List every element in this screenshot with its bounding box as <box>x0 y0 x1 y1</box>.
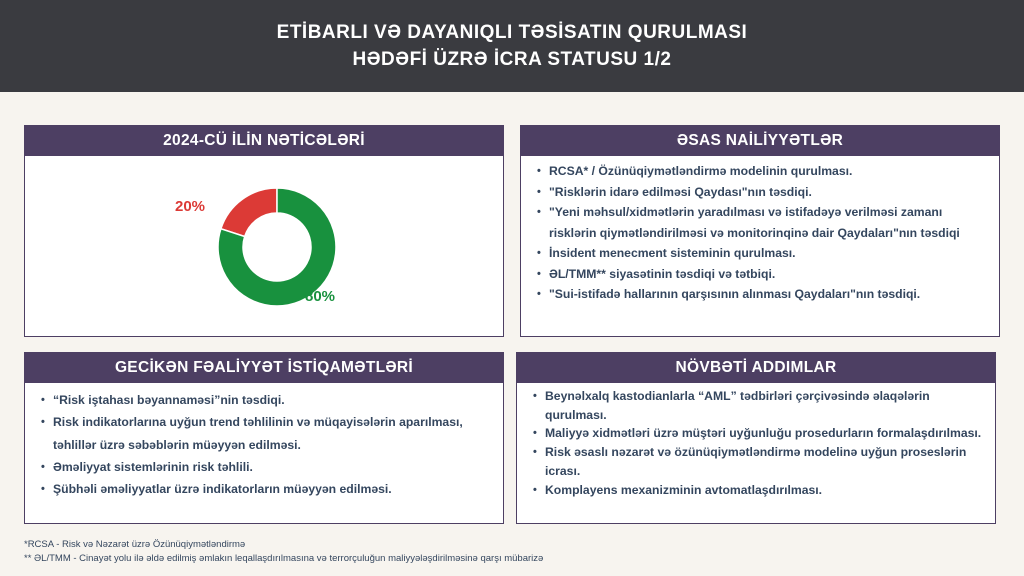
list-item: • Beynəlxalq kastodianlarla “AML” tədbirləri çərçivəsində əlaqələrin qurulması. <box>531 387 985 424</box>
list-item: • Komplayens mexanizminin avtomatlaşdırılması. <box>531 481 985 500</box>
slide-header <box>0 0 1024 92</box>
list-item: • "Yeni məhsul/xidmətlərin yaradılması və istifadəyə verilməsi zamanı risklərin qiymətləndirilməsi və monitorinqinə dair Qaydaları"nın təsdiqi <box>535 202 989 243</box>
list-item: • Əməliyyat sistemlərinin risk təhlili. <box>39 456 493 478</box>
delayed-panel-title: GECİKƏN FƏALİYYƏT İSTİQAMƏTLƏRİ <box>25 353 503 383</box>
list-item: • Maliyyə xidmətləri üzrə müştəri uyğunluğu prosedurların formalaşdırılması. <box>531 424 985 443</box>
list-item: • "Sui-istifadə hallarının qarşısının alınması Qaydaları"nın təsdiqi. <box>535 284 989 305</box>
list-item: • “Risk iştahası bəyannaməsi”nin təsdiqi. <box>39 389 493 411</box>
delayed-list <box>25 383 503 500</box>
footnote-el-tmm: ** ƏL/TMM - Cinayət yolu ilə əldə edilmiş əmlakın leqallaşdırılmasına və terrorçuluğun maliyyələşdirilməsinə qarşı mübarizə <box>24 553 544 564</box>
slide-title-line-1: ETİBARLI VƏ DAYANIQLI TƏSİSATIN QURULMASI <box>276 22 748 43</box>
next-steps-panel-title: NÖVBƏTİ ADDIMLAR <box>517 353 995 383</box>
list-item: • Şübhəli əməliyyatlar üzrə indikatorların müəyyən edilməsi. <box>39 478 493 500</box>
donut-slice-delayed <box>221 188 277 236</box>
list-item: • RCSA* / Özünüqiymətləndirmə modelinin qurulması. <box>535 161 989 182</box>
achievements-panel-title: ƏSAS NAİLİYYƏTLƏR <box>521 126 999 156</box>
slice-label-delayed: 20% <box>174 198 206 215</box>
next-steps-panel <box>516 352 996 524</box>
list-item: • "Risklərin idarə edilməsi Qaydası"nın təsdiqi. <box>535 182 989 203</box>
slice-label-completed: 80% <box>304 288 336 305</box>
list-item: • Risk indikatorlarına uyğun trend təhlilinin və müqayisələrin aparılması, təhlillər üzrə səbəblərin müəyyən edilməsi. <box>39 411 493 456</box>
results-panel-title: 2024-CÜ İLİN NƏTİCƏLƏRİ <box>25 126 503 156</box>
list-item: • ƏL/TMM** siyasətinin təsdiqi və tətbiqi. <box>535 264 989 285</box>
slide-title-line-2: HƏDƏFİ ÜZRƏ İCRA STATUSU 1/2 <box>352 49 672 70</box>
results-panel <box>24 125 504 337</box>
next-steps-list <box>517 383 995 499</box>
list-item: • Risk əsaslı nəzarət və özünüqiymətləndirmə modelinə uyğun proseslərin icrası. <box>531 443 985 480</box>
footnotes <box>24 538 543 566</box>
delayed-panel <box>24 352 504 524</box>
footnote-rcsa: *RCSA - Risk və Nəzarət üzrə Özünüqiymətləndirmə <box>24 539 246 550</box>
results-donut-chart <box>25 156 503 336</box>
achievements-panel <box>520 125 1000 337</box>
achievements-list <box>521 156 999 305</box>
list-item: • İnsident menecment sisteminin qurulması. <box>535 243 989 264</box>
